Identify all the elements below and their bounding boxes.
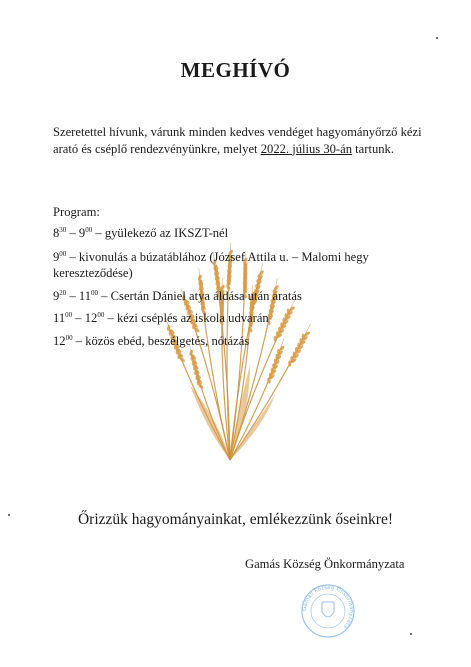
program-text: kézi cséplés az iskola udvarán [116,311,269,325]
item-dash: – [107,311,114,325]
program-item [53,288,413,304]
svg-text:Gamás Község Önkormányzata [302,584,355,629]
stamp-text: Gamás Község Önkormányzata [301,584,355,630]
time-minute: 00 [65,311,73,319]
scan-speck [436,37,438,39]
time-hour: 9 [78,226,86,240]
program-time [53,334,73,348]
time-hour: 11 [53,311,66,325]
item-dash: – [95,226,102,240]
program-text: közös ebéd, beszélgetés, nótázás [85,334,250,348]
time-minute: 00 [91,289,99,297]
time-dash: – [69,226,76,240]
item-dash: – [69,250,76,264]
item-dash: – [101,289,108,303]
program-text: Csertán Dániel atya áldása után aratás [110,289,302,303]
time-minute: 20 [59,289,67,297]
time-hour: 12 [84,311,98,325]
program-label: Program: [53,205,100,219]
program-time [53,226,92,240]
item-dash: – [75,334,83,348]
time-hour: 9 [53,289,60,303]
time-dash: – [75,311,82,325]
time-dash: – [69,289,76,303]
time-hour: 11 [78,289,92,303]
motto: Őrizzük hagyományainkat, emlékezzünk őseinkre! [77,511,394,528]
program-time [53,250,66,264]
signature: Gamás Község Önkormányzata [245,557,405,571]
official-stamp-icon [290,582,366,640]
time-minute: 00 [85,226,93,234]
scan-speck [410,633,412,635]
program-time [53,311,104,325]
time-hour: 8 [53,226,60,240]
program-item [53,310,413,326]
time-hour: 12 [53,334,66,348]
program-item [53,225,413,241]
scan-speck [8,514,10,516]
program-text: gyülekező az IKSZT-nél [104,226,229,240]
program-item [53,333,413,349]
time-minute: 00 [97,311,105,319]
time-minute: 30 [59,226,67,234]
intro-text: Szeretettel hívunk, várunk minden kedves vendéget hagyományőrző kézi arató és cséplő rendezvényünkre, melyet [53,125,422,156]
program-time [53,289,98,303]
intro-paragraph [53,124,428,157]
intro-tail: tartunk. [352,141,395,156]
page-title: MEGHÍVÓ [180,58,291,82]
time-minute: 00 [65,334,73,342]
time-hour: 9 [53,250,60,264]
event-date: 2022. július 30-án [260,141,353,156]
program-text: kivonulás a búzatáblához (József Attila u. – Malomi hegy kereszteződése) [53,250,369,280]
program-item [53,249,413,281]
time-minute: 00 [59,250,67,258]
